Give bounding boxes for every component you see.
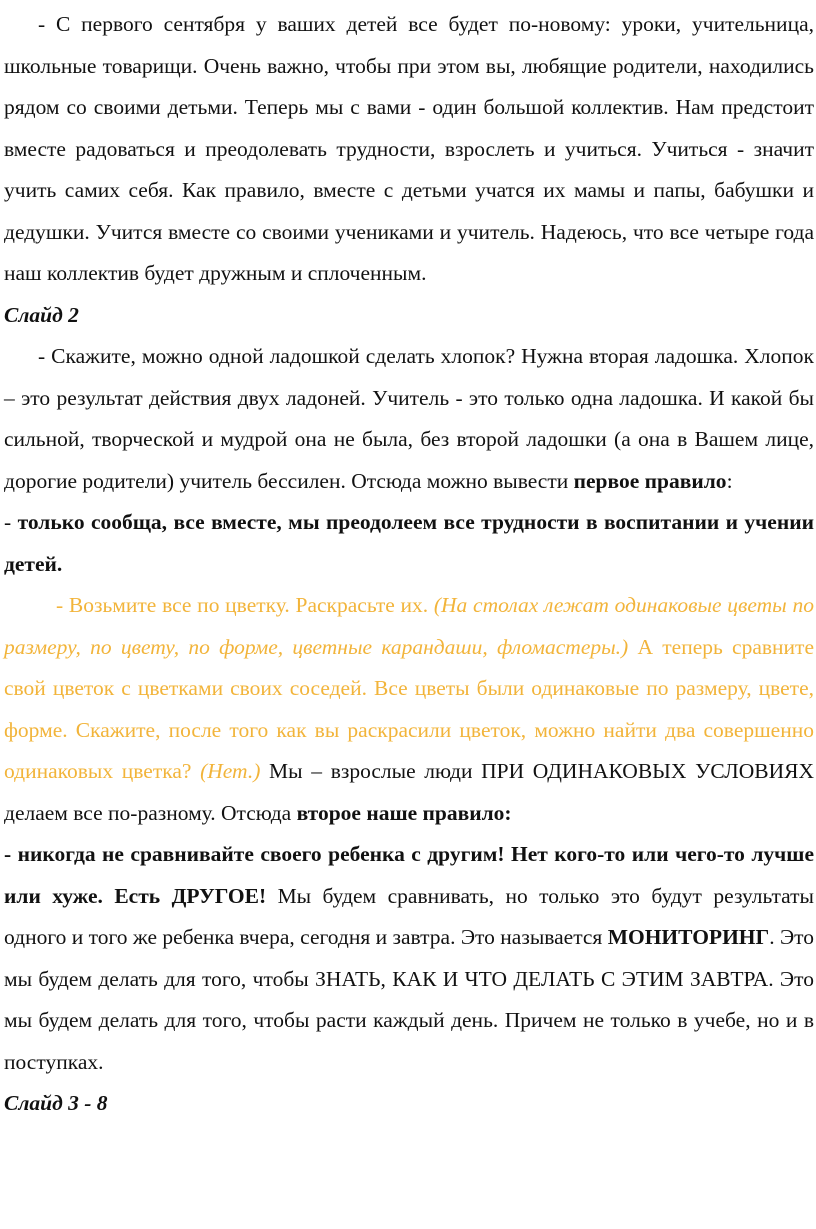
second-rule-label: второе наше правило: bbox=[296, 800, 512, 825]
clap-paragraph-text: - Скажите, можно одной ладошкой сделать хлопок? Нужна вторая ладошка. Хлопок – это результат действия двух ладоней. Учитель - это только одна ладошка. И какой бы сильной, творческой и мудрой она не была, без второй ладошки (а она в Вашем лице, дорогие родители) учитель бессилен. Отсюда можно вывести bbox=[4, 344, 814, 493]
first-rule-dash: - bbox=[4, 510, 18, 534]
first-rule-label: первое правило bbox=[573, 468, 727, 493]
first-rule bbox=[4, 502, 814, 585]
flower-conclusion: Мы – взрослые люди ПРИ ОДИНАКОВЫХ УСЛОВИЯХ делаем все по-разному. Отсюда bbox=[4, 759, 814, 825]
flower-paragraph bbox=[4, 585, 814, 834]
flower-compare: А теперь сравните свой цветок с цветками своих соседей. Все цветы были одинаковые по размеру, цвете, форме. Скажите, после того как вы раскрасили цветок, можно найти два совершенно одинаковых цветка? bbox=[4, 634, 814, 783]
flower-note: (На столах лежат одинаковые цветы по размеру, по цвету, по форме, цветные карандаши, фломастеры.) bbox=[4, 593, 814, 659]
flower-instruction: - Возьмите все по цветку. Раскрасьте их. bbox=[56, 593, 434, 617]
intro-paragraph: - С первого сентября у ваших детей все будет по-новому: уроки, учительница, школьные товарищи. Очень важно, чтобы при этом вы, любящие родители, находились рядом со своими детьми. Теперь мы с вами - один большой коллектив. Нам предстоит вместе радоваться и преодолевать трудности, взрослеть и учиться. Учиться - значит учить самих себя. Как правило, вместе с детьми учатся их мамы и папы, бабушки и дедушки. Учится вместе со своими учениками и учитель. Надеюсь, что все четыре года наш коллектив будет дружным и сплоченным. bbox=[4, 12, 814, 285]
slide-3-8-heading: Слайд 3 - 8 bbox=[4, 1091, 108, 1115]
slide-2-heading: Слайд 2 bbox=[4, 302, 79, 327]
clap-paragraph bbox=[4, 336, 814, 502]
clap-paragraph-end: : bbox=[726, 468, 733, 493]
second-rule-explanation: Мы будем сравнивать, но только это будут результаты одного и того же ребенка вчера, сегодня и завтра. Это называется bbox=[4, 883, 814, 949]
monitoring-term: МОНИТОРИНГ bbox=[607, 925, 770, 949]
flower-answer: (Нет.) bbox=[200, 759, 261, 783]
second-rule-end: . Это мы будем делать для того, чтобы ЗНАТЬ, КАК И ЧТО ДЕЛАТЬ С ЭТИМ ЗАВТРА. Это мы будем делать для того, чтобы расти каждый день. Причем не только в учебе, но и в поступках. bbox=[4, 925, 815, 1074]
second-rule-text: - никогда не сравнивайте своего ребенка с другим! Нет кого-то или чего-то лучше или хуже. Есть ДРУГОЕ! bbox=[4, 842, 814, 908]
second-rule bbox=[4, 834, 814, 1083]
document-page bbox=[4, 0, 814, 1125]
first-rule-text: только сообща, все вместе, мы преодолеем все трудности в воспитании и учении детей. bbox=[4, 510, 814, 576]
